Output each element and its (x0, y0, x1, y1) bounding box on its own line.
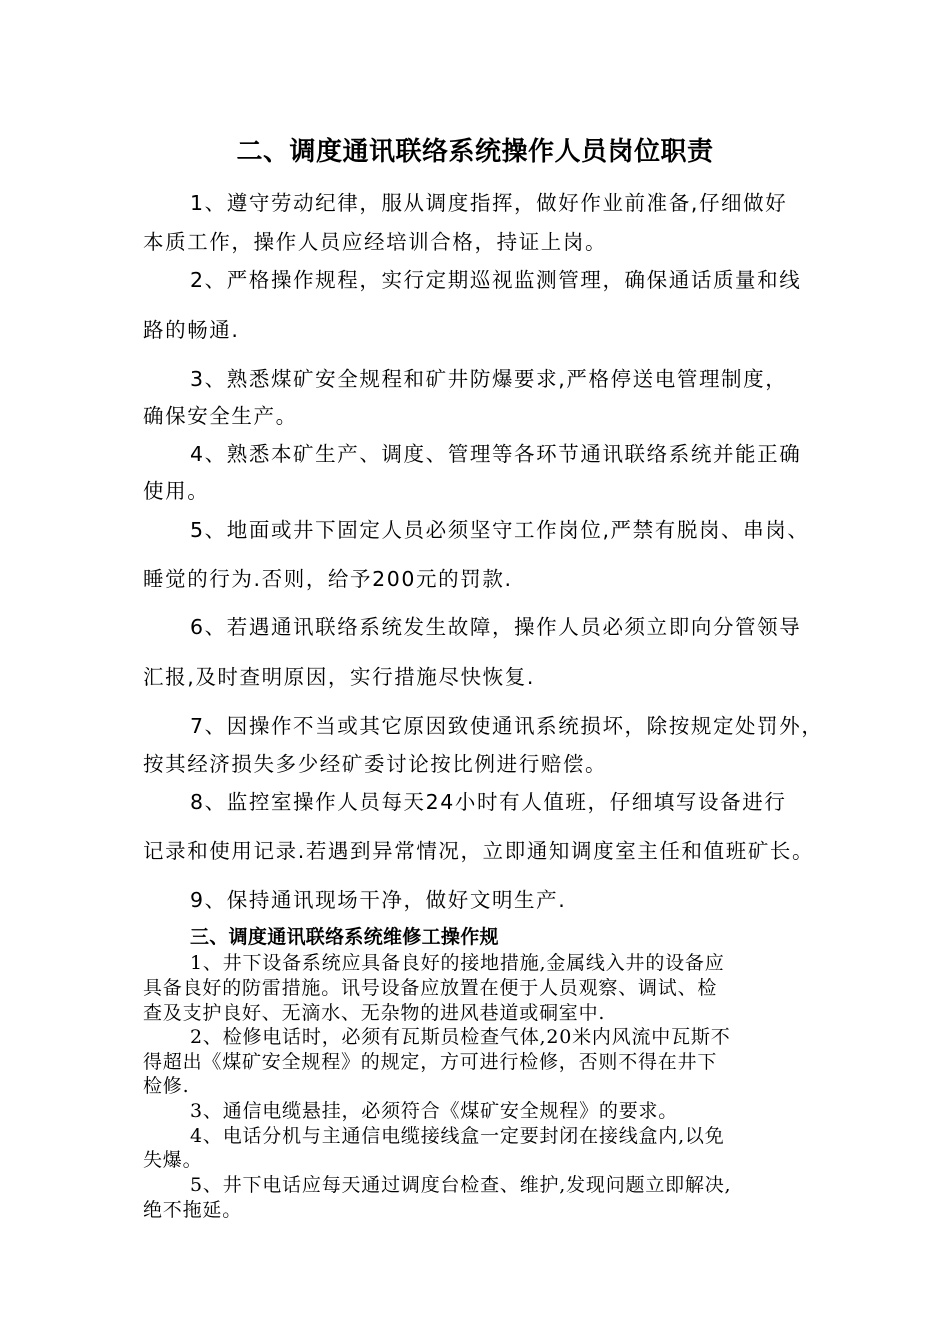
paragraph-line: 路的畅通. (143, 318, 240, 342)
paragraph-line: 检修. (143, 1075, 190, 1097)
paragraph-line: 按其经济损失多少经矿委讨论按比例进行赔偿。 (143, 752, 608, 776)
paragraph-line: 5、井下电话应每天通过调度台检查、维护,发现问题立即解决, (190, 1174, 732, 1196)
paragraph-line: 1、井下设备系统应具备良好的接地措施,金属线入井的设备应 (190, 952, 725, 974)
paragraph-line: 2、严格操作规程，实行定期巡视监测管理，确保通话质量和线 (190, 268, 802, 292)
section-heading: 三、调度通讯联络系统维修工操作规 (190, 926, 499, 948)
paragraph-line: 绝不拖延。 (143, 1199, 243, 1221)
paragraph-line: 1、遵守劳动纪律，服从调度指挥，做好作业前准备,仔细做好 (190, 191, 788, 215)
paragraph-line: 失爆。 (143, 1149, 203, 1171)
page-title: 二、调度通讯联络系统操作人员岗位职责 (236, 137, 714, 167)
paragraph-line: 4、电话分机与主通信电缆接线盒一定要封闭在接线盒内,以免 (190, 1125, 725, 1147)
paragraph-line: 8、监控室操作人员每天24小时有人值班，仔细填写设备进行 (190, 790, 787, 814)
paragraph-line: 睡觉的行为.否则，给予200元的罚款. (143, 567, 513, 591)
paragraph-line: 7、因操作不当或其它原因致使通讯系统损坏，除按规定处罚外， (190, 714, 824, 738)
paragraph-line: 本质工作，操作人员应经培训合格，持证上岗。 (143, 230, 608, 254)
paragraph-line: 4、熟悉本矿生产、调度、管理等各环节通讯联络系统并能正确 (190, 442, 802, 466)
paragraph-line: 得超出《煤矿安全规程》的规定，方可进行检修，否则不得在井下 (143, 1051, 718, 1073)
paragraph-line: 5、地面或井下固定人员必须坚守工作岗位,严禁有脱岗、串岗、 (190, 518, 810, 542)
paragraph-line: 3、通信电缆悬挂，必须符合《煤矿安全规程》的要求。 (190, 1100, 679, 1122)
paragraph-line: 6、若遇通讯联络系统发生故障，操作人员必须立即向分管领导 (190, 615, 802, 639)
paragraph-line: 记录和使用记录.若遇到异常情况，立即通知调度室主任和值班矿长。 (143, 839, 815, 863)
paragraph-line: 2、检修电话时，必须有瓦斯员检查气体,20米内风流中瓦斯不 (190, 1026, 731, 1048)
paragraph-line: 使用。 (143, 479, 210, 503)
paragraph-line: 确保安全生产。 (143, 404, 298, 428)
paragraph-line: 3、熟悉煤矿安全规程和矿井防爆要求,严格停送电管理制度， (190, 367, 788, 391)
paragraph-line: 9、保持通讯现场干净，做好文明生产. (190, 888, 567, 912)
paragraph-line: 具备良好的防雷措施。讯号设备应放置在便于人员观察、调试、检 (143, 977, 718, 999)
paragraph-line: 查及支护良好、无滴水、无杂物的进风巷道或硐室中. (143, 1002, 606, 1024)
paragraph-line: 汇报,及时查明原因，实行措施尽快恢复. (143, 665, 535, 689)
